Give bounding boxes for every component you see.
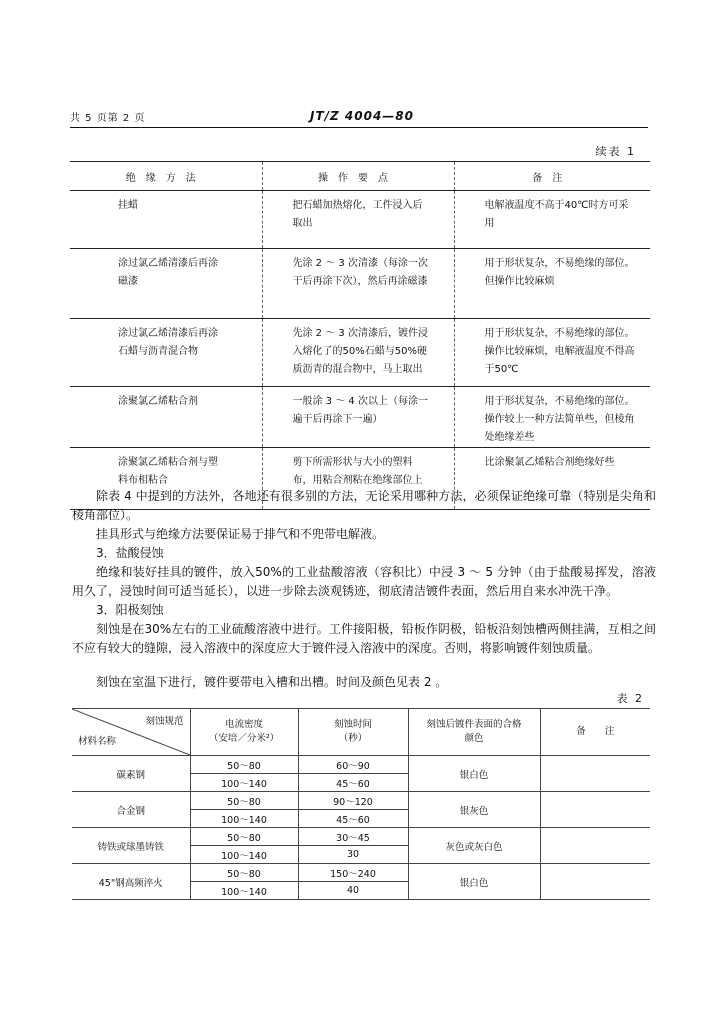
body-paragraph: 除表 4 中提到的方法外，各地还有很多别的方法，无论采用哪种方法，必须保证绝缘可靠（特别是尖角和棱角部位）。 (72, 489, 656, 522)
table2 (72, 708, 650, 900)
time-cell: 150～240 (298, 864, 408, 882)
density-cell: 50～80 (190, 828, 298, 846)
density-cell: 50～80 (190, 756, 298, 774)
table-row (72, 756, 650, 774)
density-cell: 50～80 (190, 864, 298, 882)
operation-cell: 先涂 2 ～ 3 次清漆后，镀件浸入熔化了的50%石蜡与50%硬质沥青的混合物中，马上取出 (292, 328, 428, 375)
operation-cell: 一般涂 3 ～ 4 次以上（每涂一遍干后再涂下一遍） (292, 396, 428, 425)
color-cell: 银白色 (408, 756, 540, 792)
table2-header-current-density (190, 709, 298, 756)
table-row (72, 864, 650, 882)
table-row (70, 191, 650, 249)
time-cell: 30～45 (298, 828, 408, 846)
color-cell: 银白色 (408, 864, 540, 900)
density-cell: 50～80 (190, 792, 298, 810)
note-cell (540, 756, 650, 792)
note-cell (540, 828, 650, 864)
table2-caption: 表 2 (616, 692, 644, 705)
note-cell: 比涂聚氯乙烯粘合剂绝缘好些 (484, 457, 615, 468)
table1-continuation-label: 续表 1 (595, 145, 636, 158)
density-cell: 100～140 (190, 810, 298, 828)
table2-header-color: 刻蚀后镀件表面的合格颜色 (408, 709, 540, 756)
method-cell: 挂蜡 (118, 200, 138, 211)
table-row (72, 828, 650, 846)
body-paragraph: 绝缘和装好挂具的镀件，放入50%的工业盐酸溶液（容积比）中浸 3 ～ 5 分钟（由于盐酸易挥发，溶液用久了，浸蚀时间可适当延长），以进一步除去淡观锈迹，彻底清洁镀件表面，然后用自来水冲洗干净。 (72, 565, 656, 598)
color-cell: 银灰色 (408, 792, 540, 828)
table2-diagonal-header (72, 709, 190, 756)
table1 (70, 161, 650, 510)
table1-header-note: 备注 (454, 162, 650, 191)
method-cell: 涂过氯乙烯清漆后再涂石蜡与沥青混合物 (118, 328, 218, 357)
current-density-unit: （安培／分米²） (208, 733, 280, 744)
body-paragraph: 刻蚀是在30%左右的工业硫酸溶液中进行。工件接阳极，铅板作阴极，铅板沿刻蚀槽两侧挂满，互相之间不应有较大的缝隙，浸入溶液中的深度应大于镀件浸入溶液中的深度。否则，将影响镀件刻蚀质量。 (72, 622, 656, 655)
density-cell: 100～140 (190, 882, 298, 900)
table-row (72, 792, 650, 810)
method-cell: 涂聚氯乙烯粘合剂 (118, 396, 198, 407)
body-paragraph: 刻蚀在室温下进行，镀件要带电入槽和出槽。时间及颜色见表 2 。 (96, 675, 448, 689)
material-cell: 45"钢高频淬火 (72, 864, 190, 900)
operation-cell: 剪下所需形状与大小的塑料布，用粘合剂粘在绝缘部位上 (292, 457, 423, 486)
note-cell: 电解液温度不高于40℃时方可采用 (484, 200, 629, 229)
note-cell: 用于形状复杂，不易绝缘的部位。操作较上一种方法简单些，但棱角处绝缘差些 (484, 396, 635, 443)
table-row (70, 387, 650, 448)
page-header (0, 109, 724, 125)
operation-cell: 先涂 2 ～ 3 次清漆（每涂一次干后再涂下次），然后再涂磁漆 (292, 258, 428, 287)
color-cell: 灰色或灰白色 (408, 828, 540, 864)
page-info: 共 5 页第 2 页 (70, 113, 146, 124)
table-row (70, 249, 650, 319)
note-cell: 用于形状复杂，不易绝缘的部位。但操作比较麻烦 (484, 258, 635, 287)
time-cell: 45～60 (298, 774, 408, 792)
material-cell: 铸铁或球墨铸铁 (72, 828, 190, 864)
header-rule (70, 127, 648, 128)
diag-bottom-label: 材料名称 (78, 736, 117, 747)
density-cell: 100～140 (190, 846, 298, 864)
section-heading: 3．阳极刻蚀 (96, 603, 164, 617)
section-heading: 3．盐酸侵蚀 (96, 546, 164, 560)
note-cell (540, 864, 650, 900)
time-cell: 40 (298, 882, 408, 900)
diag-top-label: 刻蚀规范 (145, 716, 184, 727)
operation-cell: 把石蜡加热熔化，工件浸入后取出 (292, 200, 423, 229)
table1-header-method: 绝缘方法 (70, 162, 262, 191)
method-cell: 涂过氯乙烯清漆后再涂磁漆 (118, 258, 218, 287)
current-density-label: 电流密度 (224, 719, 263, 730)
note-cell: 用于形状复杂，不易绝缘的部位。操作比较麻烦，电解液温度不得高于50℃ (484, 328, 635, 375)
material-cell: 合金钢 (72, 792, 190, 828)
density-cell: 100～140 (190, 774, 298, 792)
time-cell: 60～90 (298, 756, 408, 774)
table2-header-etch-time (298, 709, 408, 756)
method-cell: 涂聚氯乙烯粘合剂与塑料布相粘合 (118, 457, 218, 486)
body-paragraph: 挂具形式与绝缘方法要保证易于排气和不兜带电解液。 (96, 527, 385, 541)
note-cell (540, 792, 650, 828)
etch-time-label: 刻蚀时间 (333, 719, 372, 730)
table-row (70, 319, 650, 387)
table1-header-operation: 操作要点 (262, 162, 454, 191)
time-cell: 90～120 (298, 792, 408, 810)
standard-code: JT/Z 4004—80 (310, 109, 415, 123)
etch-time-unit: （秒） (338, 733, 368, 744)
time-cell: 30 (298, 846, 408, 864)
material-cell: 碳素钢 (72, 756, 190, 792)
table2-header-note: 备 注 (540, 709, 650, 756)
time-cell: 45～60 (298, 810, 408, 828)
